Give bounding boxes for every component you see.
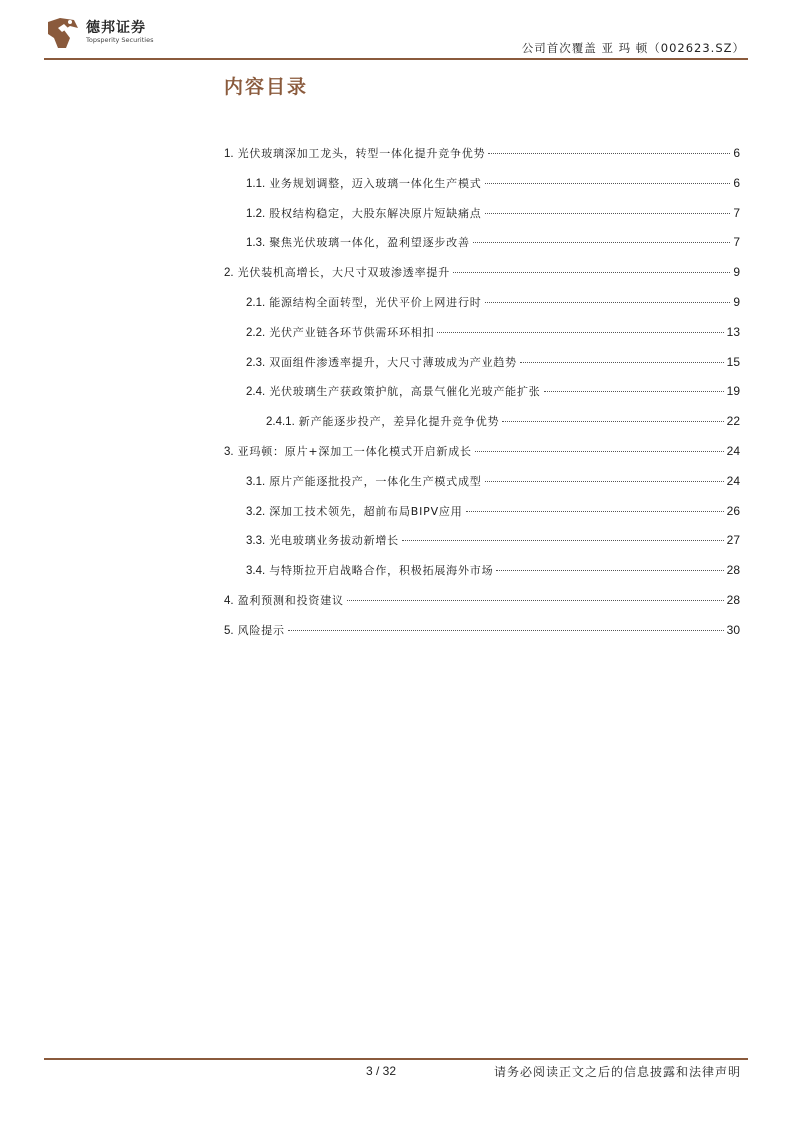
toc-dot-leader	[488, 153, 730, 154]
toc-entry[interactable]	[246, 205, 740, 225]
toc-entry-number: 3.1.	[246, 476, 266, 488]
toc-entry[interactable]	[224, 622, 740, 642]
toc-entry-number: 2.4.	[246, 386, 266, 398]
toc-entry-title: 原片产能逐批投产，一体化生产模式成型	[269, 475, 482, 488]
toc-entry-page: 9	[733, 265, 740, 279]
toc-entry-title: 光伏玻璃生产获政策护航，高景气催化光玻产能扩张	[269, 385, 541, 398]
page-indicator: 3 / 32	[366, 1064, 397, 1078]
logo-emblem-icon	[44, 16, 80, 50]
toc-dot-leader	[288, 630, 724, 631]
toc-entry[interactable]	[246, 354, 740, 374]
toc-dot-leader	[520, 362, 724, 363]
toc-entry-number: 3.2.	[246, 506, 266, 518]
toc-entry[interactable]	[224, 264, 740, 284]
toc-entry-title: 与特斯拉开启战略合作，积极拓展海外市场	[269, 564, 494, 577]
logo-chinese-name: 德邦证券	[86, 20, 146, 36]
toc-entry-number: 2.1.	[246, 297, 266, 309]
toc-entry-page: 19	[726, 384, 740, 398]
toc-entry-title: 光伏玻璃深加工龙头，转型一体化提升竞争优势	[237, 147, 486, 160]
toc-entry-page: 6	[733, 176, 740, 190]
toc-entry[interactable]	[224, 592, 740, 612]
toc-entry[interactable]	[246, 532, 740, 552]
toc-entry-title: 深加工技术领先，超前布局BIPV应用	[269, 505, 463, 518]
toc-entry-number: 4.	[224, 595, 234, 607]
toc-entry-number: 5.	[224, 625, 234, 637]
toc-entry-page: 24	[726, 444, 740, 458]
toc-entry-number: 2.4.1.	[266, 416, 295, 428]
footer-disclaimer: 请务必阅读正文之后的信息披露和法律声明	[493, 1065, 741, 1079]
toc-entry-title: 业务规划调整，迈入玻璃一体化生产模式	[269, 177, 482, 190]
toc-entry-title: 光伏产业链各环节供需环环相扣	[269, 326, 435, 339]
toc-entry-page: 24	[726, 474, 740, 488]
toc-entry-page: 13	[726, 325, 740, 339]
toc-dot-leader	[485, 213, 731, 214]
toc-entry-number: 2.2.	[246, 327, 266, 339]
toc-entry[interactable]	[246, 175, 740, 195]
toc-entry-title: 双面组件渗透率提升，大尺寸薄玻成为产业趋势	[269, 356, 517, 369]
toc-entry[interactable]	[246, 473, 740, 493]
toc-entry-page: 28	[726, 563, 740, 577]
toc-entry-page: 30	[726, 623, 740, 637]
toc-entry[interactable]	[246, 294, 740, 314]
toc-entry[interactable]	[246, 503, 740, 523]
toc-entry-title: 新产能逐步投产，差异化提升竞争优势	[298, 415, 500, 428]
toc-entry[interactable]	[246, 562, 740, 582]
toc-entry-page: 26	[726, 504, 740, 518]
toc-entry-page: 28	[726, 593, 740, 607]
toc-entry-page: 7	[733, 206, 740, 220]
company-logo	[44, 16, 194, 50]
toc-dot-leader	[437, 332, 723, 333]
toc-entry-number: 3.4.	[246, 565, 266, 577]
toc-entry[interactable]	[246, 383, 740, 403]
toc-entry[interactable]	[246, 234, 740, 254]
toc-entry[interactable]	[266, 413, 740, 433]
toc-entry-title: 股权结构稳定，大股东解决原片短缺痛点	[269, 207, 482, 220]
toc-dot-leader	[544, 391, 724, 392]
toc-entry-title: 光电玻璃业务拔动新增长	[269, 534, 399, 547]
toc-dot-leader	[475, 451, 724, 452]
page-header	[0, 0, 793, 62]
footer-divider	[44, 1058, 748, 1060]
toc-entry-title: 盈利预测和投资建议	[237, 594, 344, 607]
toc-entry-page: 7	[733, 235, 740, 249]
logo-english-name: Topsperity Securities	[86, 36, 154, 44]
toc-dot-leader	[466, 511, 724, 512]
toc-entry-page: 6	[733, 146, 740, 160]
toc-dot-leader	[485, 302, 731, 303]
toc-entry-number: 1.	[224, 148, 234, 160]
toc-dot-leader	[485, 481, 724, 482]
toc-entry-title: 亚玛顿：原片+深加工一体化模式开启新成长	[237, 445, 472, 458]
toc-entry-page: 22	[726, 414, 740, 428]
toc-entry-number: 3.3.	[246, 535, 266, 547]
toc-entry-number: 1.3.	[246, 237, 266, 249]
toc-entry-number: 1.2.	[246, 208, 266, 220]
toc-title: 内容目录	[224, 76, 309, 98]
toc-entry-page: 9	[733, 295, 740, 309]
toc-entry-number: 2.3.	[246, 357, 266, 369]
report-title: 公司首次覆盖 亚 玛 顿（002623.SZ）	[521, 41, 745, 55]
toc-entry-title: 聚焦光伏玻璃一体化，盈利望逐步改善	[269, 236, 470, 249]
toc-dot-leader	[453, 272, 730, 273]
toc-entry-title: 光伏装机高增长，大尺寸双玻渗透率提升	[237, 266, 450, 279]
toc-entry-title: 能源结构全面转型，光伏平价上网进行时	[269, 296, 482, 309]
toc-dot-leader	[473, 242, 731, 243]
toc-entry[interactable]	[224, 145, 740, 165]
toc-entry[interactable]	[246, 324, 740, 344]
toc-entry-title: 风险提示	[237, 624, 285, 637]
toc-entry-number: 3.	[224, 446, 234, 458]
toc-entry-number: 1.1.	[246, 178, 266, 190]
toc-dot-leader	[347, 600, 724, 601]
toc-entry[interactable]	[224, 443, 740, 463]
toc-dot-leader	[485, 183, 731, 184]
toc-entry-number: 2.	[224, 267, 234, 279]
toc-dot-leader	[502, 421, 723, 422]
toc-entry-page: 27	[726, 533, 740, 547]
header-divider	[44, 58, 748, 60]
toc-entry-page: 15	[726, 355, 740, 369]
toc-dot-leader	[402, 540, 724, 541]
toc-dot-leader	[496, 570, 723, 571]
